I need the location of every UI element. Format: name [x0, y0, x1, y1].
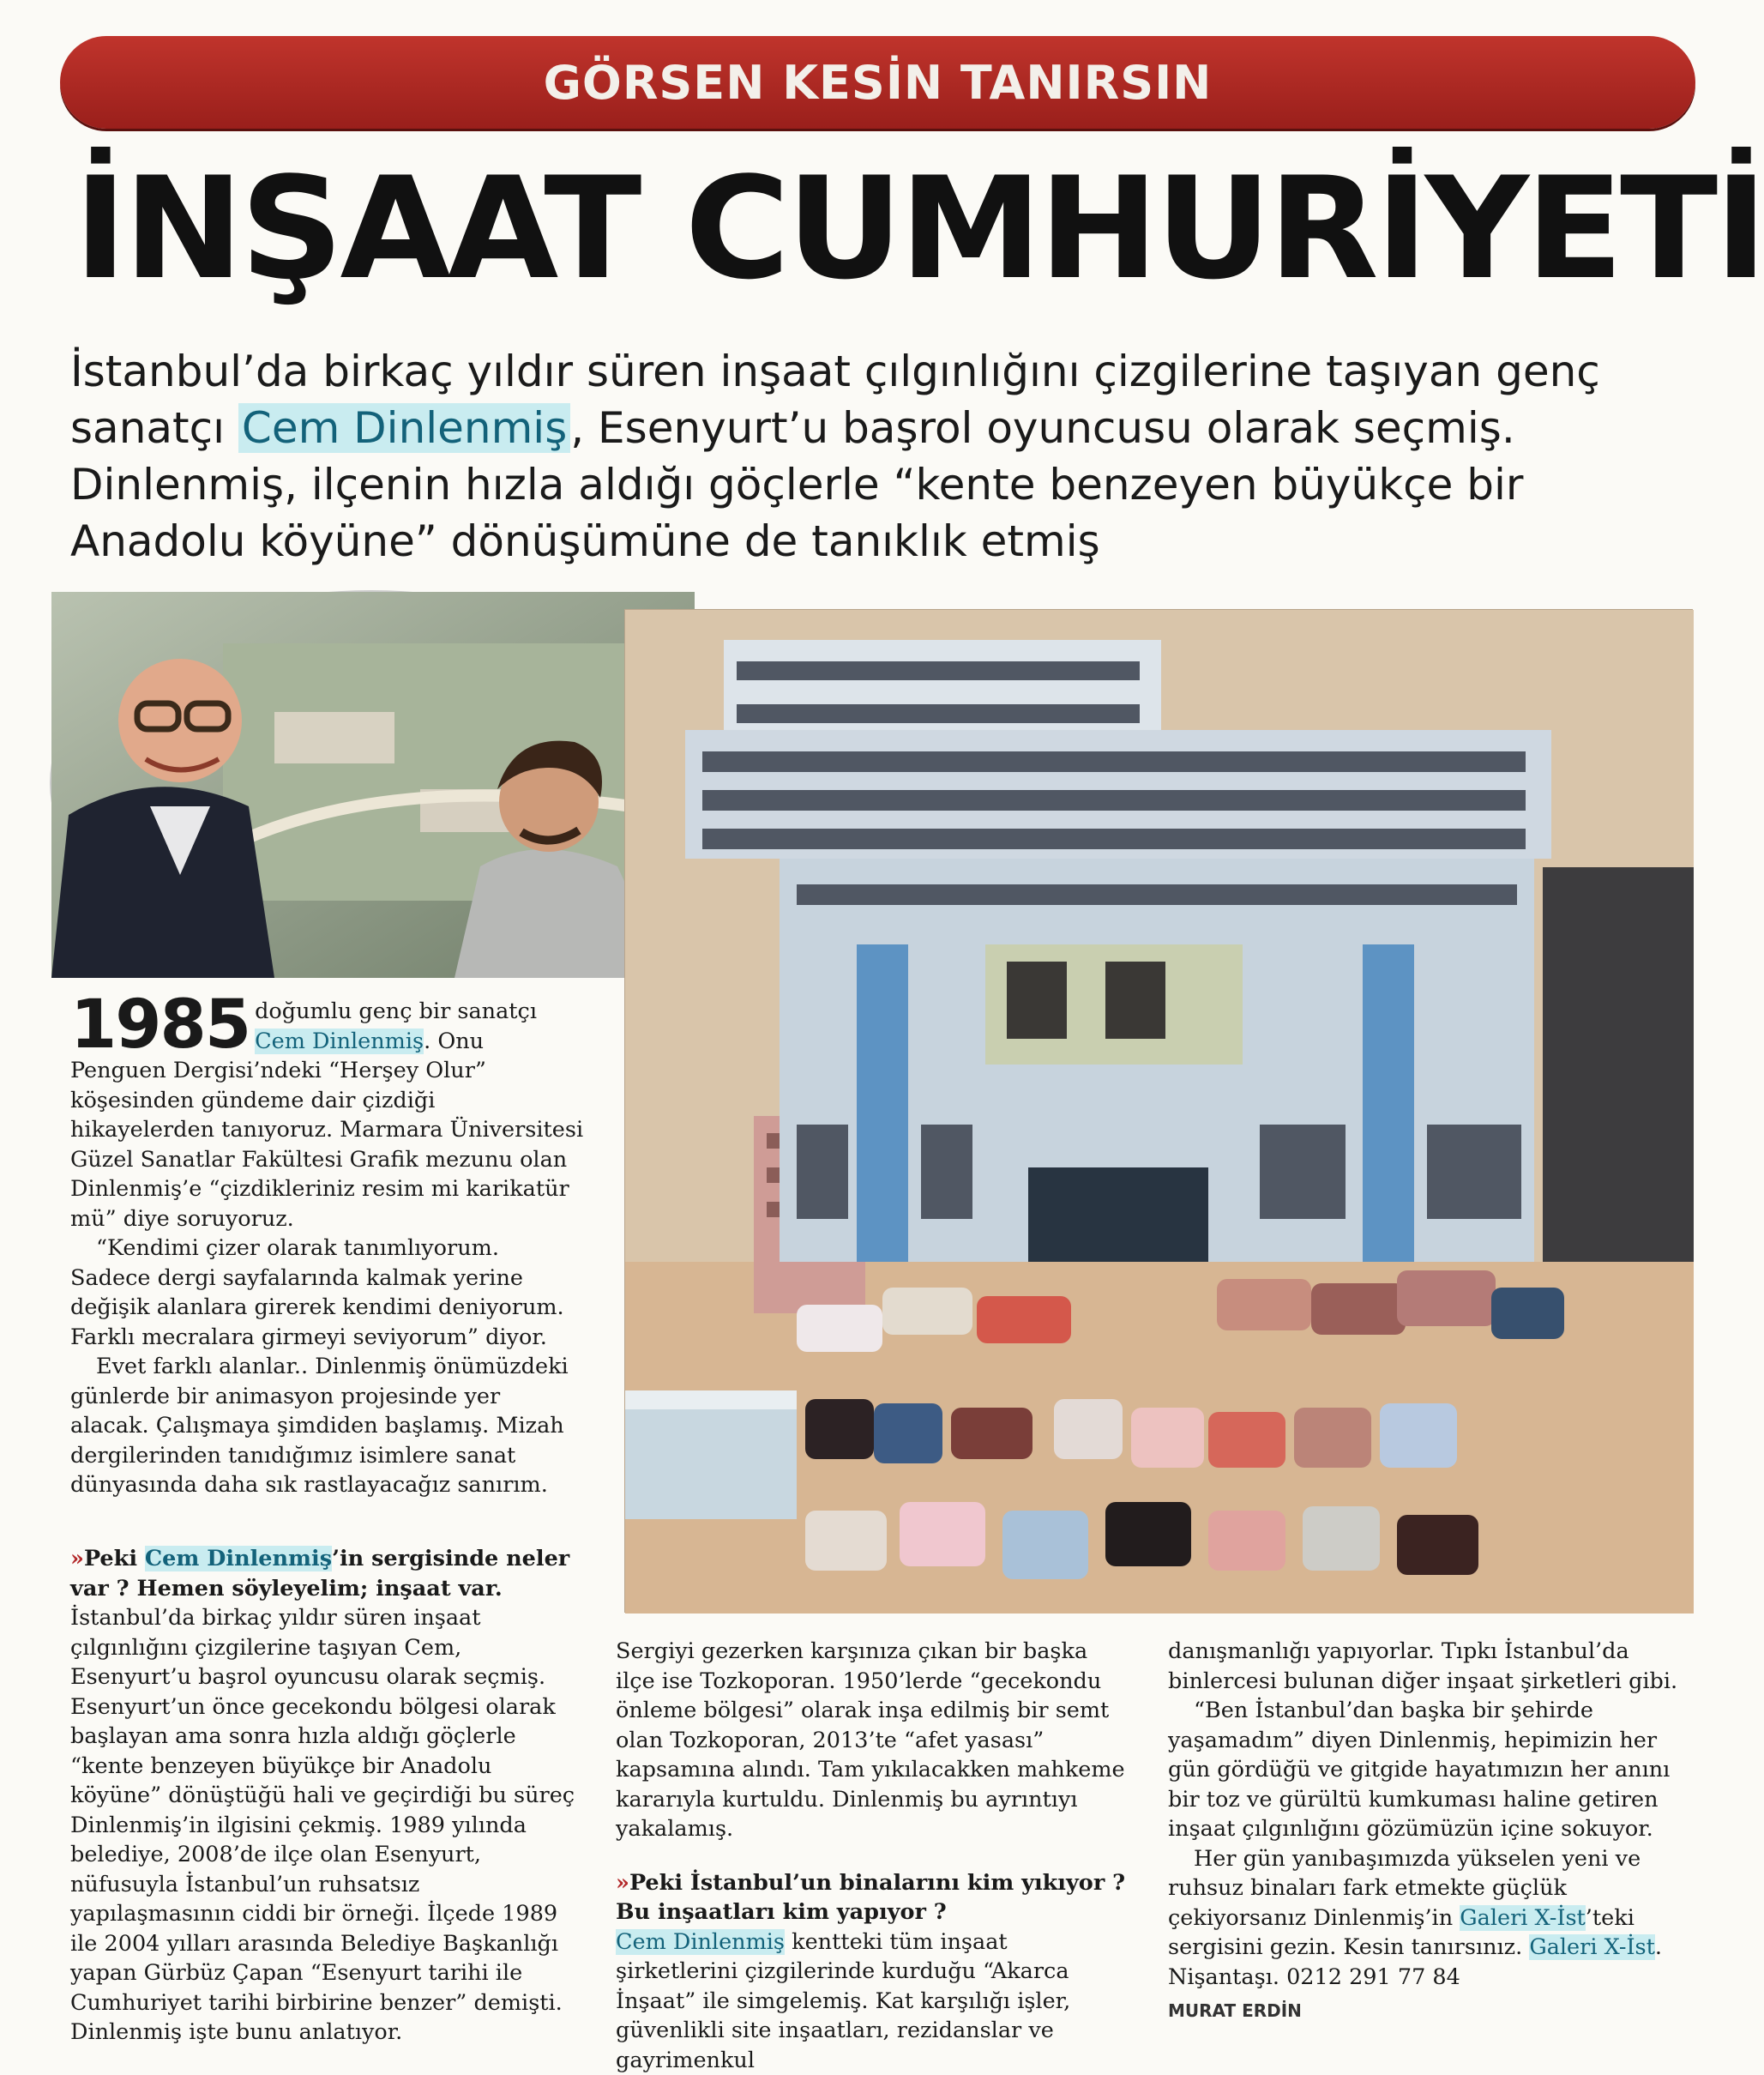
- col3-paragraph-2: “Ben İstanbul’dan başka bir şehirde yaşamadım” diyen Dinlenmiş, hepimizin her gün gördüğü ve gitgide hayatımızın her anını bir toz ve gürültü kumkuması haline getiren inşaat çılgınlığını gözümüzün içine sokuyor.: [1168, 1698, 1671, 1842]
- col2-paragraph-2: kentteki tüm inşaat şirketlerini çizgilerinde kurduğu “Akarca İnşaat” ile simgelemiş. Kat karşılığı işler, güvenlikli site inşaatları, rezidanslar ve gayrimenkul: [616, 1928, 1071, 2073]
- artist-photo-illustration: [51, 592, 695, 978]
- deck: [70, 343, 1674, 570]
- building-painting: [624, 609, 1693, 1613]
- column-1-body: [70, 1544, 585, 2048]
- deck-artist-highlight: Cem Dinlenmiş: [238, 403, 570, 453]
- col2-artist-highlight: Cem Dinlenmiş: [616, 1928, 786, 1955]
- column-1-intro: [70, 986, 585, 1500]
- col1-paragraph-2: “Kendimi çizer olarak tanımlıyorum. Sadece dergi sayfalarında kalmak yerine değişik alanlara girerek kendimi deniyorum. Farklı mecralara girmeyi seviyorum” diyor.: [70, 1235, 564, 1350]
- col3-text-b: ’teki sergisini gezin. Kesin tanırsınız.: [1168, 1904, 1635, 1960]
- col2-paragraph-1: Sergiyi gezerken karşınıza çıkan bir başka ilçe ise Tozkoporan. 1950’lerde “gecekondu önleme bölgesi” olarak inşa edilmiş bir semt olan Tozkoporan, 2013’te “afet yasası” kapsamına alındı. Tam yıkılacakken mahkeme kararıyla kurtuldu. Dinlenmiş bu ayrıntıyı yakalamış.: [616, 1638, 1125, 1842]
- building-painting-illustration: [625, 610, 1694, 1614]
- col3-text-a: Her gün yanıbaşımızda yükselen yeni ve ruhsuz binaları fark etmekte güçlük çekiyorsanız Dinlenmiş’in: [1168, 1845, 1641, 1931]
- col2-subhead-text: Peki İstanbul’un binalarını kim yıkıyor ? Bu inşaatları kim yapıyor ?: [616, 1869, 1126, 1925]
- gallery-name-highlight: Galeri X-İst: [1460, 1904, 1586, 1931]
- intro-text-a: doğumlu genç bir sanatçı: [255, 998, 537, 1024]
- subhead-artist-highlight: Cem Dinlenmiş: [144, 1546, 333, 1571]
- artist-photo: [50, 590, 693, 976]
- deck-text-2: , Esenyurt’u başrol oyuncusu olarak seçmiş. Dinlenmiş, ilçenin hızla aldığı göçlerle “kente benzeyen büyükçe bir Anadolu köyüne” dönüşümüne de tanıklık etmiş: [70, 403, 1524, 566]
- col2-subheading: [616, 1868, 1130, 1927]
- column-2: [616, 1637, 1130, 2075]
- col1-paragraph-3: Evet farklı alanlar.. Dinlenmiş önümüzdeki günlerde bir animasyon projesinde yer alacak. Çalışmaya şimdiden başlamış. Mizah dergilerinden tanıdığımız isimlere sanat dünyasında daha sık rastlayacağız sanırım.: [70, 1354, 569, 1498]
- column-3: [1168, 1637, 1683, 1992]
- subhead-text-a: Peki: [83, 1546, 145, 1571]
- col1-paragraph-4: İstanbul’da birkaç yıldır süren inşaat çılgınlığını çizgilerine taşıyan Cem, Esenyurt’u başrol oyuncusu olarak seçmiş. Esenyurt’un önce gecekondu bölgesi olarak başlayan ama sonra hızla aldığı göçlerle “kente benzeyen büyükçe bir Anadolu köyüne” dönüştüğü hali ve geçirdiği bu süreç Dinlenmiş’in ilgisini çekmiş. 1989 yılında belediye, 2008’de ilçe olan Esenyurt, nüfusuyla İstanbul’un ruhsatsız yapılaşmasının ciddi bir örneği. İlçede 1989 ile 2004 yılları arasında Belediye Başkanlığı yapan Gürbüz Çapan “Esenyurt tarihi ile Cumhuriyet tarihi birbirine benzer” demişti. Dinlenmiş işte bunu anlatıyor.: [70, 1605, 575, 2045]
- byline: MURAT ERDİN: [1168, 2000, 1302, 2021]
- section-banner-label: GÖRSEN KESİN TANIRSIN: [543, 55, 1213, 110]
- section-banner: [60, 36, 1695, 129]
- headline: İNŞAAT CUMHURİYETİ: [74, 147, 1764, 311]
- deck-text-1: İstanbul’da birkaç yıldır süren inşaat çılgınlığını çizgilerine taşıyan genç sanatçı: [70, 347, 1600, 453]
- subhead-marker: »: [70, 1546, 84, 1571]
- col1-subheading: [70, 1544, 585, 1603]
- gallery-name-highlight-2: Galeri X-İst: [1529, 1934, 1655, 1960]
- col3-paragraph-1: danışmanlığı yapıyorlar. Tıpkı İstanbul’da binlercesi bulunan diğer inşaat şirketleri gibi.: [1168, 1638, 1678, 1694]
- col3-text-c: . Nişantaşı. 0212 291 77 84: [1168, 1934, 1662, 1990]
- intro-artist-highlight: Cem Dinlenmiş: [255, 1028, 424, 1054]
- subhead-text-b: ’in sergisinde neler var ? Hemen söyleyelim; inşaat var.: [70, 1546, 570, 1601]
- intro-text-b: . Onu Penguen Dergisi’ndeki “Herşey Olur” köşesinden gündeme dair çizdiği hikayelerden tanıyoruz. Marmara Üniversitesi Güzel Sanatlar Fakültesi Grafik mezunu olan Dinlenmiş’e “çizdikleriniz resim mi karikatür mü” diye soruyoruz.: [70, 1028, 584, 1232]
- col2-subhead-marker: »: [616, 1869, 629, 1896]
- year-drop-number: 1985: [70, 986, 250, 1064]
